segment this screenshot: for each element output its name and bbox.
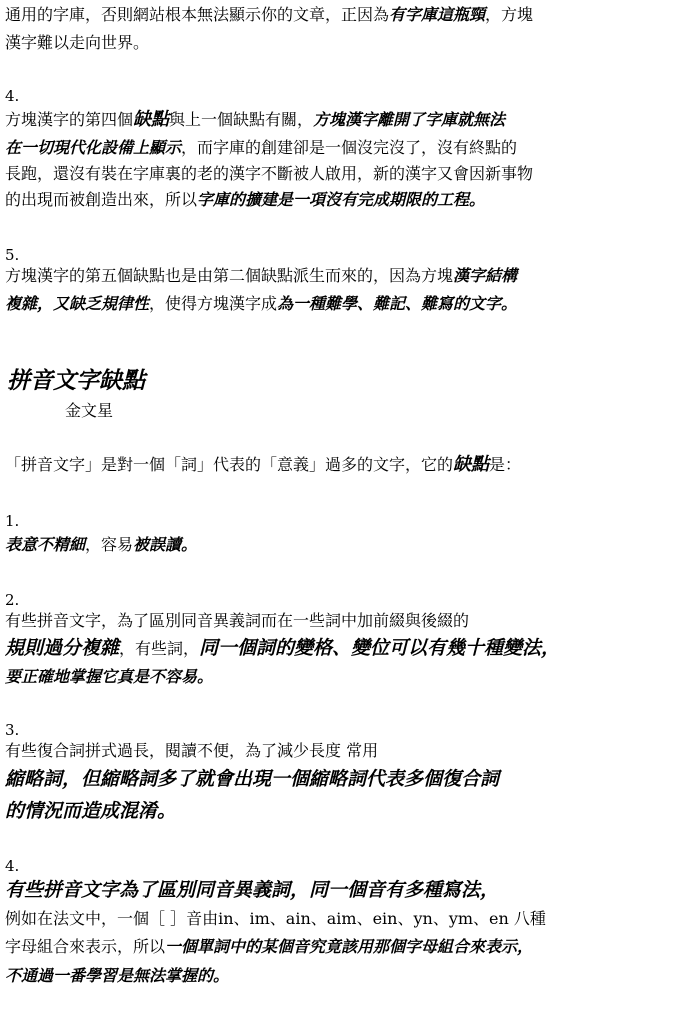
- text: 字母組合來表示，所以: [5, 937, 166, 956]
- text: ，使得方塊漢字成: [149, 294, 278, 313]
- item-4-line-1: [5, 880, 499, 901]
- item-1-line-1: [5, 535, 197, 555]
- item-2-number: 2.: [5, 591, 20, 609]
- emphasis: 漢字結構: [453, 266, 518, 285]
- item-2-line-1: [5, 611, 469, 631]
- intro-emphasis: 有字庫這瓶頸: [389, 5, 486, 24]
- text: 是：: [489, 455, 522, 474]
- item-4-line-2: [5, 909, 546, 929]
- section-intro: [5, 455, 521, 475]
- point-5-line-1: [5, 266, 517, 286]
- section-author: 金文星: [65, 401, 114, 420]
- emphasis: 被誤讀。: [133, 535, 198, 554]
- section-title: 拼音文字缺點: [7, 367, 145, 394]
- point-5-line-2: [5, 294, 517, 314]
- item-3-line-3: [5, 801, 176, 822]
- item-4-line-4: [5, 966, 229, 986]
- item-3-line-2: [5, 769, 499, 790]
- item-2-line-3: [5, 667, 213, 687]
- emphasis: 規則過分複雜: [5, 637, 120, 659]
- text: 例如在法文中，一個［ ］音由in、im、ain、aim、ein、yn、ym、en 八種: [5, 909, 546, 928]
- text: ，有些詞，: [119, 639, 200, 658]
- intro-text: 漢字難以走向世界。: [5, 33, 150, 52]
- item-1-number: 1.: [5, 512, 20, 530]
- item-4-line-3: [5, 937, 533, 957]
- emphasis: 有些拼音文字為了區別同音異義詞，同一個音有多種寫法，: [5, 879, 500, 901]
- emphasis: 缺點: [133, 109, 170, 130]
- emphasis: 為一種難學、難記、難寫的文字。: [277, 294, 518, 313]
- emphasis: 一個單詞中的某個音究竟該用那個字母組合來表示，: [165, 937, 534, 956]
- text: 與上一個缺點有關，: [169, 110, 314, 129]
- point-4-line-2: [5, 138, 517, 158]
- text: 「拼音文字」是對一個「詞」代表的「意義」過多的文字，它的: [5, 455, 454, 474]
- text: 方塊漢字的第五個缺點也是由第二個缺點派生而來的，因為方塊: [5, 266, 454, 285]
- emphasis: 縮略詞，但縮略詞多了就會出現一個縮略詞代表多個復合詞: [5, 768, 500, 790]
- document-page: [5, 0, 677, 1013]
- text: 的出現而被創造出來，所以: [5, 190, 198, 209]
- item-3-number: 3.: [5, 721, 20, 739]
- emphasis: 要正確地掌握它真是不容易。: [5, 667, 214, 686]
- emphasis: 同一個詞的變格、變位可以有幾十種變法，: [199, 637, 561, 659]
- text: 方塊漢字的第四個: [5, 110, 134, 129]
- emphasis: 字庫的擴建是一項沒有完成期限的工程。: [197, 190, 486, 209]
- text: 有些復合詞拼式過長，閱讀不便，為了減少長度 常用: [5, 741, 379, 760]
- text: 長跑，還沒有裝在字庫裏的老的漢字不斷被人啟用，新的漢字又會因新事物: [5, 164, 534, 183]
- emphasis: 缺點: [453, 454, 490, 475]
- emphasis: 不通過一番學習是無法掌握的。: [5, 966, 230, 985]
- intro-text: ，方塊: [485, 5, 534, 24]
- intro-line-2: [5, 33, 149, 53]
- emphasis: 複雜，又缺乏規律性: [5, 294, 150, 313]
- point-4-line-3: [5, 164, 533, 184]
- point-4-number: 4.: [5, 87, 20, 105]
- emphasis: 的情況而造成混淆。: [5, 800, 177, 822]
- emphasis: 在一切現代化設備上顯示: [5, 138, 182, 157]
- emphasis: 表意不精細: [5, 535, 86, 554]
- item-3-line-1: [5, 741, 378, 761]
- item-4-number: 4.: [5, 857, 20, 875]
- text: ，容易: [85, 535, 134, 554]
- item-2-line-2: [5, 638, 560, 659]
- emphasis: 方塊漢字離開了字庫就無法: [313, 110, 506, 129]
- point-5-number: 5.: [5, 246, 20, 264]
- text: ，而字庫的創建卻是一個沒完沒了，沒有終點的: [181, 138, 518, 157]
- point-4-line-4: [5, 190, 485, 210]
- text: 有些拼音文字，為了區別同音異義詞而在一些詞中加前綴與後綴的: [5, 611, 470, 630]
- intro-line-1: [5, 5, 533, 25]
- intro-text: 通用的字庫，否則網站根本無法顯示你的文章，正因為: [5, 5, 390, 24]
- point-4-line-1: [5, 110, 505, 130]
